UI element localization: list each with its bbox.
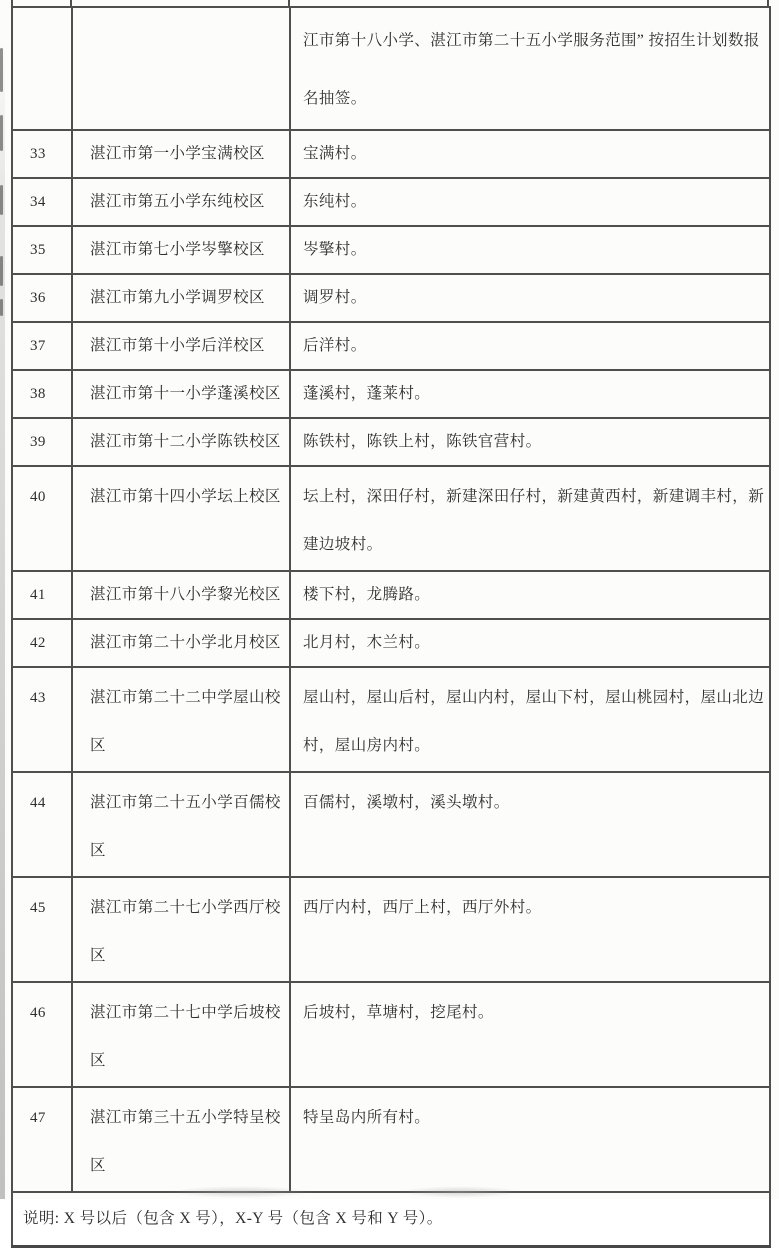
school-name-cell: 湛江市第十八小学黎光校区 bbox=[72, 571, 290, 619]
school-name-cell: 湛江市第九小学调罗校区 bbox=[72, 274, 290, 322]
table-row bbox=[12, 619, 770, 667]
table-row bbox=[12, 877, 770, 982]
school-name-cell: 湛江市第二十五小学百儒校区 bbox=[72, 772, 290, 877]
service-area-cell: 蓬溪村，蓬莱村。 bbox=[290, 370, 770, 418]
row-number-cell: 42 bbox=[12, 619, 72, 667]
service-area-cell: 百儒村，溪墩村，溪头墩村。 bbox=[290, 772, 770, 877]
table-row bbox=[12, 571, 770, 619]
row-number-cell: 40 bbox=[12, 466, 72, 571]
school-name-cell: 湛江市第二十小学北月校区 bbox=[72, 619, 290, 667]
row-number-cell: 37 bbox=[12, 322, 72, 370]
service-area-cell: 调罗村。 bbox=[290, 274, 770, 322]
row-number-cell: 46 bbox=[12, 982, 72, 1087]
service-area-cell: 宝满村。 bbox=[290, 130, 770, 178]
service-area-cell: 屋山村，屋山后村，屋山内村，屋山下村，屋山桃园村，屋山北边村，屋山房内村。 bbox=[290, 667, 770, 772]
table-row bbox=[12, 466, 770, 571]
row-number-cell: 43 bbox=[12, 667, 72, 772]
row-number-cell: 44 bbox=[12, 772, 72, 877]
row-number-cell: 34 bbox=[12, 178, 72, 226]
service-area-cell: 坛上村，深田仔村，新建深田仔村，新建黄西村，新建调丰村，新建边坡村。 bbox=[290, 466, 770, 571]
scan-artifact-dash bbox=[0, 185, 3, 215]
row-number-cell: 33 bbox=[12, 130, 72, 178]
school-name-cell: 湛江市第七小学岑擎校区 bbox=[72, 226, 290, 274]
table-row bbox=[12, 1087, 770, 1192]
table-row bbox=[12, 667, 770, 772]
table-row bbox=[12, 982, 770, 1087]
school-name-cell: 湛江市第二十二中学屋山校区 bbox=[72, 667, 290, 772]
row-number-cell: 35 bbox=[12, 226, 72, 274]
scan-artifact-blob bbox=[400, 1186, 520, 1198]
row-number-cell: 39 bbox=[12, 418, 72, 466]
service-area-cell: 江市第十八小学、湛江市第二十五小学服务范围” 按招生计划数报名抽签。 bbox=[290, 7, 770, 130]
school-name-cell: 湛江市第十二小学陈铁校区 bbox=[72, 418, 290, 466]
table-row bbox=[12, 772, 770, 877]
service-area-cell: 后坡村，草塘村，挖尾村。 bbox=[290, 982, 770, 1087]
table-row bbox=[12, 322, 770, 370]
service-area-cell: 西厅内村，西厅上村，西厅外村。 bbox=[290, 877, 770, 982]
school-name-cell: 湛江市第二十七小学西厅校区 bbox=[72, 877, 290, 982]
table-row bbox=[12, 226, 770, 274]
row-number-cell: 45 bbox=[12, 877, 72, 982]
school-name-cell: 湛江市第三十五小学特呈校区 bbox=[72, 1087, 290, 1192]
table-row bbox=[12, 274, 770, 322]
continuation-row bbox=[12, 7, 770, 130]
row-number-cell: 38 bbox=[12, 370, 72, 418]
school-name-cell: 湛江市第二十七中学后坡校区 bbox=[72, 982, 290, 1087]
scan-artifact-dash bbox=[0, 48, 3, 92]
scan-artifact-dash bbox=[0, 256, 3, 286]
scan-artifact-dash bbox=[0, 115, 3, 151]
scan-artifact-dash bbox=[0, 299, 3, 316]
table-row bbox=[12, 178, 770, 226]
row-number-cell bbox=[12, 7, 72, 130]
service-area-cell: 陈铁村，陈铁上村，陈铁官营村。 bbox=[290, 418, 770, 466]
school-district-table bbox=[11, 6, 771, 1248]
table-row bbox=[12, 130, 770, 178]
service-area-cell: 楼下村，龙腾路。 bbox=[290, 571, 770, 619]
school-name-cell: 湛江市第五小学东纯校区 bbox=[72, 178, 290, 226]
row-number-cell: 41 bbox=[12, 571, 72, 619]
school-name-cell: 湛江市第一小学宝满校区 bbox=[72, 130, 290, 178]
service-area-cell: 岑擎村。 bbox=[290, 226, 770, 274]
service-area-cell: 后洋村。 bbox=[290, 322, 770, 370]
scan-artifact-blob bbox=[170, 1186, 310, 1198]
school-name-cell: 湛江市第十四小学坛上校区 bbox=[72, 466, 290, 571]
service-area-cell: 东纯村。 bbox=[290, 178, 770, 226]
school-name-cell: 湛江市第十一小学蓬溪校区 bbox=[72, 370, 290, 418]
service-area-cell: 北月村，木兰村。 bbox=[290, 619, 770, 667]
table-row bbox=[12, 418, 770, 466]
service-area-cell: 特呈岛内所有村。 bbox=[290, 1087, 770, 1192]
table-row bbox=[12, 370, 770, 418]
row-number-cell: 36 bbox=[12, 274, 72, 322]
note-row bbox=[12, 1192, 770, 1246]
rows-container bbox=[12, 7, 770, 1246]
school-name-cell bbox=[72, 7, 290, 130]
school-name-cell: 湛江市第十小学后洋校区 bbox=[72, 322, 290, 370]
row-number-cell: 47 bbox=[12, 1087, 72, 1192]
note-cell: 说明: X 号以后（包含 X 号），X-Y 号（包含 X 号和 Y 号）。 bbox=[12, 1192, 770, 1246]
